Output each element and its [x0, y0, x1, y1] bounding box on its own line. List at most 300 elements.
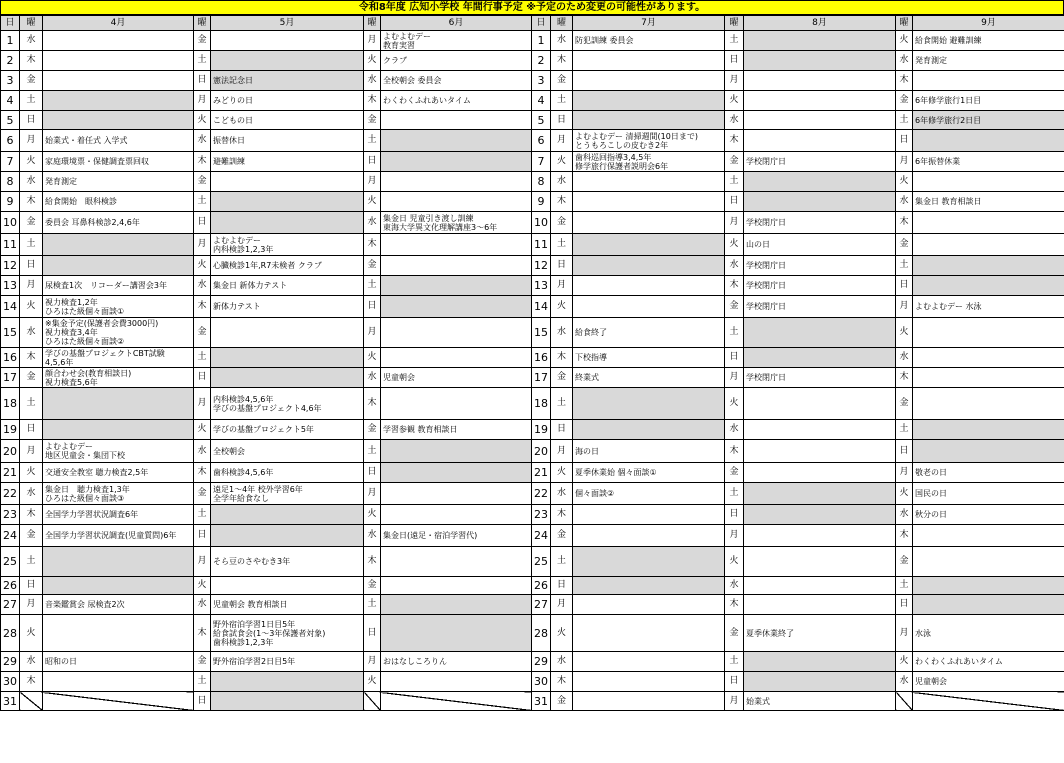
may-event: 心臓検診1年,R7未検者 クラブ: [211, 256, 364, 276]
aug-weekday: 金: [725, 296, 744, 318]
sep-weekday: 土: [896, 111, 913, 130]
sep-event: 6年修学旅行1日目: [913, 91, 1064, 111]
jul-weekday: 木: [551, 51, 573, 71]
sep-event: [913, 71, 1064, 91]
jul-event: 給食終了: [573, 318, 725, 348]
sep-weekday: 水: [896, 348, 913, 368]
aug-event: [744, 652, 896, 672]
aug-weekday: 日: [725, 348, 744, 368]
jun-event: [381, 172, 532, 192]
sep-event: [913, 348, 1064, 368]
may-event: 集金日 新体力テスト: [211, 276, 364, 296]
day-number: 1: [1, 31, 20, 51]
jun-weekday: 日: [364, 463, 381, 483]
may-weekday: 日: [194, 368, 211, 388]
apr-event: [43, 547, 194, 577]
jun-event: [381, 388, 532, 420]
day-number: 23: [532, 505, 551, 525]
jul-event: 下校指導: [573, 348, 725, 368]
aug-event: 学校閉庁日: [744, 256, 896, 276]
sep-weekday: 水: [896, 192, 913, 212]
sep-event: 児童朝会: [913, 672, 1064, 692]
apr-weekday: 金: [20, 368, 43, 388]
may-event: 野外宿泊学習1日目5年 給食試食会(1～3年保護者対象) 歯科検診1,2,3年: [211, 615, 364, 652]
day-row: [1, 234, 1064, 256]
jun-weekday: 金: [364, 111, 381, 130]
aug-event: [744, 71, 896, 91]
may-weekday: 日: [194, 71, 211, 91]
jul-weekday: 火: [551, 152, 573, 172]
apr-event: [43, 51, 194, 71]
may-weekday: 金: [194, 318, 211, 348]
day-number: 17: [1, 368, 20, 388]
jul-weekday: 水: [551, 318, 573, 348]
day-number: 30: [1, 672, 20, 692]
apr-event: ※集金予定(保護者会費3000円) 視力検査3,4年 ひろはた級個々面談②: [43, 318, 194, 348]
jun-weekday: 火: [364, 348, 381, 368]
jul-weekday: 金: [551, 525, 573, 547]
aug-weekday: 土: [725, 652, 744, 672]
day-number: 9: [1, 192, 20, 212]
aug-event: 学校閉庁日: [744, 276, 896, 296]
header-month-aug: 8月: [744, 16, 896, 31]
may-weekday: 水: [194, 595, 211, 615]
sep-event: [913, 440, 1064, 463]
header-weekday: 曜: [20, 16, 43, 31]
jun-event: [381, 577, 532, 595]
day-row: [1, 692, 1064, 711]
day-number: 30: [532, 672, 551, 692]
day-row: [1, 672, 1064, 692]
jul-weekday: 金: [551, 71, 573, 91]
aug-event: [744, 348, 896, 368]
apr-event: 発育測定: [43, 172, 194, 192]
may-event: [211, 525, 364, 547]
sep-weekday: 水: [896, 505, 913, 525]
jul-event: 歯科巡回指導3,4,5年 修学旅行保護者説明会6年: [573, 152, 725, 172]
sep-weekday: 月: [896, 296, 913, 318]
sep-event: 6年修学旅行2日目: [913, 111, 1064, 130]
aug-event: 始業式: [744, 692, 896, 711]
jul-event: [573, 692, 725, 711]
may-event: みどりの日: [211, 91, 364, 111]
day-row: [1, 368, 1064, 388]
jul-event: 終業式: [573, 368, 725, 388]
sep-event: [913, 420, 1064, 440]
day-number: 18: [532, 388, 551, 420]
day-number: 2: [532, 51, 551, 71]
may-event: 学びの基盤プロジェクト5年: [211, 420, 364, 440]
may-event: 児童朝会 教育相談日: [211, 595, 364, 615]
aug-event: [744, 31, 896, 51]
may-weekday: 木: [194, 463, 211, 483]
jul-weekday: 火: [551, 615, 573, 652]
sep-event: [913, 525, 1064, 547]
apr-weekday: 火: [20, 615, 43, 652]
day-number: 13: [1, 276, 20, 296]
jul-event: [573, 192, 725, 212]
sep-event: [913, 256, 1064, 276]
may-weekday: 日: [194, 525, 211, 547]
may-weekday: 土: [194, 672, 211, 692]
apr-event: 視力検査1,2年 ひろはた級個々面談①: [43, 296, 194, 318]
apr-event: [43, 388, 194, 420]
jul-weekday: 金: [551, 692, 573, 711]
aug-event: 学校閉庁日: [744, 296, 896, 318]
apr-weekday: [20, 692, 43, 711]
aug-weekday: 木: [725, 130, 744, 152]
aug-event: [744, 111, 896, 130]
may-weekday: 金: [194, 172, 211, 192]
sep-event: [913, 595, 1064, 615]
may-event: [211, 692, 364, 711]
apr-event: 昭和の日: [43, 652, 194, 672]
aug-event: [744, 172, 896, 192]
apr-weekday: 日: [20, 420, 43, 440]
jun-weekday: 月: [364, 172, 381, 192]
may-event: 歯科検診4,5,6年: [211, 463, 364, 483]
apr-event: 尿検査1次 リコーダー講習会3年: [43, 276, 194, 296]
may-event: [211, 577, 364, 595]
jul-event: [573, 234, 725, 256]
day-number: 20: [1, 440, 20, 463]
day-number: 23: [1, 505, 20, 525]
jul-weekday: 水: [551, 172, 573, 192]
day-number: 8: [532, 172, 551, 192]
aug-weekday: 土: [725, 31, 744, 51]
jul-event: [573, 577, 725, 595]
header-day: 日: [532, 16, 551, 31]
jun-event: おはなしころりん: [381, 652, 532, 672]
sep-weekday: 土: [896, 420, 913, 440]
day-number: 12: [532, 256, 551, 276]
jun-weekday: 月: [364, 318, 381, 348]
apr-weekday: 木: [20, 192, 43, 212]
aug-event: [744, 388, 896, 420]
day-row: [1, 71, 1064, 91]
jul-weekday: 月: [551, 595, 573, 615]
header-weekday: 曜: [725, 16, 744, 31]
apr-weekday: 水: [20, 318, 43, 348]
jul-event: 夏季休業始 個々面談①: [573, 463, 725, 483]
jun-event: [381, 256, 532, 276]
aug-weekday: 火: [725, 547, 744, 577]
aug-event: 学校閉庁日: [744, 212, 896, 234]
day-number: 24: [532, 525, 551, 547]
aug-weekday: 木: [725, 440, 744, 463]
header-weekday: 曜: [896, 16, 913, 31]
may-event: [211, 31, 364, 51]
apr-weekday: 土: [20, 547, 43, 577]
jul-event: [573, 71, 725, 91]
jul-weekday: 木: [551, 348, 573, 368]
jun-weekday: 日: [364, 296, 381, 318]
apr-weekday: 木: [20, 51, 43, 71]
apr-event: 顔合わせ会(教育相談日) 視力検査5,6年: [43, 368, 194, 388]
sep-event: [913, 577, 1064, 595]
aug-weekday: 月: [725, 368, 744, 388]
sep-weekday: 日: [896, 440, 913, 463]
day-row: [1, 276, 1064, 296]
jun-event: [381, 692, 532, 711]
day-number: 29: [532, 652, 551, 672]
jul-event: [573, 547, 725, 577]
day-number: 6: [532, 130, 551, 152]
jul-weekday: 火: [551, 296, 573, 318]
jun-event: [381, 296, 532, 318]
jul-event: [573, 615, 725, 652]
jun-weekday: 火: [364, 192, 381, 212]
sep-weekday: 日: [896, 130, 913, 152]
sep-event: よむよむデー 水泳: [913, 296, 1064, 318]
jun-weekday: 水: [364, 525, 381, 547]
header-month-apr: 4月: [43, 16, 194, 31]
day-number: 9: [532, 192, 551, 212]
may-event: 振替休日: [211, 130, 364, 152]
sep-weekday: 水: [896, 672, 913, 692]
apr-event: [43, 577, 194, 595]
day-number: 25: [532, 547, 551, 577]
may-weekday: 月: [194, 547, 211, 577]
may-weekday: 木: [194, 615, 211, 652]
day-number: 26: [532, 577, 551, 595]
apr-event: [43, 31, 194, 51]
day-row: [1, 172, 1064, 192]
may-weekday: 火: [194, 420, 211, 440]
day-row: [1, 212, 1064, 234]
sep-event: [913, 130, 1064, 152]
apr-weekday: 木: [20, 672, 43, 692]
header-month-jul: 7月: [573, 16, 725, 31]
aug-weekday: 月: [725, 212, 744, 234]
jun-weekday: 木: [364, 388, 381, 420]
sep-weekday: 月: [896, 463, 913, 483]
apr-event: 学びの基盤プロジェクトCBT試験 4,5,6年: [43, 348, 194, 368]
aug-weekday: 土: [725, 172, 744, 192]
day-number: 16: [532, 348, 551, 368]
sep-event: [913, 368, 1064, 388]
apr-weekday: 土: [20, 388, 43, 420]
jun-event: [381, 483, 532, 505]
aug-event: 山の日: [744, 234, 896, 256]
may-event: そら豆のさやむき3年: [211, 547, 364, 577]
jul-event: [573, 296, 725, 318]
day-number: 5: [532, 111, 551, 130]
jun-event: わくわくふれあいタイム: [381, 91, 532, 111]
may-weekday: 月: [194, 91, 211, 111]
aug-event: [744, 318, 896, 348]
apr-event: 全国学力学習状況調査(児童質問)6年: [43, 525, 194, 547]
may-event: 内科検診4,5,6年 学びの基盤プロジェクト4,6年: [211, 388, 364, 420]
day-number: 3: [1, 71, 20, 91]
jul-event: [573, 652, 725, 672]
sep-weekday: 金: [896, 234, 913, 256]
aug-weekday: 金: [725, 463, 744, 483]
day-number: 16: [1, 348, 20, 368]
jun-event: 学習参観 教育相談日: [381, 420, 532, 440]
jun-weekday: 火: [364, 51, 381, 71]
may-event: [211, 172, 364, 192]
day-row: [1, 388, 1064, 420]
jul-weekday: 水: [551, 652, 573, 672]
day-row: [1, 547, 1064, 577]
day-number: 10: [532, 212, 551, 234]
day-number: 5: [1, 111, 20, 130]
aug-weekday: 水: [725, 111, 744, 130]
aug-weekday: 火: [725, 388, 744, 420]
aug-weekday: 金: [725, 615, 744, 652]
jul-weekday: 木: [551, 192, 573, 212]
day-row: [1, 652, 1064, 672]
header-row: [1, 16, 1064, 31]
day-number: 28: [1, 615, 20, 652]
day-number: 1: [532, 31, 551, 51]
sep-event: 集金日 教育相談日: [913, 192, 1064, 212]
may-event: [211, 368, 364, 388]
sep-weekday: 日: [896, 595, 913, 615]
sep-event: [913, 318, 1064, 348]
day-number: 3: [532, 71, 551, 91]
may-weekday: 水: [194, 440, 211, 463]
apr-event: [43, 234, 194, 256]
may-event: よむよむデー 内科検診1,2,3年: [211, 234, 364, 256]
apr-event: 音楽鑑賞会 尿検査2次: [43, 595, 194, 615]
aug-weekday: 火: [725, 91, 744, 111]
apr-event: [43, 71, 194, 91]
jun-weekday: 日: [364, 152, 381, 172]
may-event: [211, 192, 364, 212]
page-title: 令和8年度 広知小学校 年間行事予定 ※予定のため変更の可能性があります。: [0, 0, 1064, 15]
aug-event: [744, 192, 896, 212]
aug-event: [744, 595, 896, 615]
jun-weekday: 火: [364, 505, 381, 525]
apr-weekday: 水: [20, 483, 43, 505]
may-event: 全校朝会: [211, 440, 364, 463]
day-row: [1, 111, 1064, 130]
jul-weekday: 日: [551, 111, 573, 130]
may-weekday: 日: [194, 212, 211, 234]
may-weekday: 土: [194, 505, 211, 525]
day-number: 2: [1, 51, 20, 71]
aug-event: [744, 91, 896, 111]
may-weekday: 月: [194, 234, 211, 256]
jul-weekday: 火: [551, 463, 573, 483]
day-number: 29: [1, 652, 20, 672]
may-weekday: 水: [194, 276, 211, 296]
jun-event: [381, 111, 532, 130]
jun-weekday: 土: [364, 595, 381, 615]
day-row: [1, 318, 1064, 348]
aug-event: 学校閉庁日: [744, 152, 896, 172]
jun-event: [381, 440, 532, 463]
may-weekday: 金: [194, 31, 211, 51]
aug-event: [744, 51, 896, 71]
jul-weekday: 土: [551, 547, 573, 577]
jul-event: [573, 388, 725, 420]
apr-weekday: 土: [20, 234, 43, 256]
day-number: 24: [1, 525, 20, 547]
apr-event: よむよむデー 地区児童会・集団下校: [43, 440, 194, 463]
apr-weekday: 月: [20, 276, 43, 296]
apr-weekday: 水: [20, 652, 43, 672]
may-weekday: 日: [194, 692, 211, 711]
jul-event: [573, 172, 725, 192]
aug-weekday: 日: [725, 51, 744, 71]
sep-weekday: 金: [896, 547, 913, 577]
aug-event: [744, 525, 896, 547]
jun-weekday: 日: [364, 615, 381, 652]
jun-weekday: 金: [364, 577, 381, 595]
jul-weekday: 土: [551, 234, 573, 256]
jun-weekday: 木: [364, 91, 381, 111]
sep-event: 6年振替休業: [913, 152, 1064, 172]
day-row: [1, 525, 1064, 547]
day-number: 4: [532, 91, 551, 111]
aug-event: [744, 505, 896, 525]
may-event: [211, 318, 364, 348]
jun-weekday: [364, 692, 381, 711]
aug-event: 夏季休業終了: [744, 615, 896, 652]
annual-schedule-table: [0, 15, 1064, 711]
sep-event: [913, 172, 1064, 192]
header-day: 日: [1, 16, 20, 31]
may-event: こどもの日: [211, 111, 364, 130]
apr-event: [43, 692, 194, 711]
calendar-body: [1, 31, 1064, 711]
jun-event: 児童朝会: [381, 368, 532, 388]
may-weekday: 火: [194, 111, 211, 130]
jun-weekday: 金: [364, 420, 381, 440]
aug-weekday: 火: [725, 234, 744, 256]
day-number: 13: [532, 276, 551, 296]
jun-event: [381, 130, 532, 152]
aug-weekday: 水: [725, 256, 744, 276]
day-number: 18: [1, 388, 20, 420]
sep-event: わくわくふれあいタイム: [913, 652, 1064, 672]
day-row: [1, 256, 1064, 276]
jul-weekday: 日: [551, 577, 573, 595]
sep-weekday: 日: [896, 276, 913, 296]
sep-weekday: 金: [896, 91, 913, 111]
day-row: [1, 31, 1064, 51]
sep-event: [913, 234, 1064, 256]
jul-event: [573, 595, 725, 615]
sep-event: [913, 388, 1064, 420]
apr-weekday: 金: [20, 212, 43, 234]
day-number: 14: [1, 296, 20, 318]
sep-event: 発育測定: [913, 51, 1064, 71]
sep-weekday: 月: [896, 615, 913, 652]
jul-weekday: 木: [551, 672, 573, 692]
jun-event: クラブ: [381, 51, 532, 71]
aug-weekday: 木: [725, 276, 744, 296]
jul-weekday: 水: [551, 483, 573, 505]
may-weekday: 火: [194, 577, 211, 595]
jul-event: [573, 672, 725, 692]
day-row: [1, 192, 1064, 212]
jul-event: [573, 276, 725, 296]
sep-weekday: 火: [896, 318, 913, 348]
header-weekday: 曜: [194, 16, 211, 31]
day-number: 7: [1, 152, 20, 172]
apr-weekday: 火: [20, 296, 43, 318]
jul-weekday: 木: [551, 505, 573, 525]
jul-weekday: 土: [551, 388, 573, 420]
day-number: 19: [532, 420, 551, 440]
sep-weekday: 木: [896, 71, 913, 91]
jun-weekday: 土: [364, 276, 381, 296]
may-weekday: 火: [194, 256, 211, 276]
